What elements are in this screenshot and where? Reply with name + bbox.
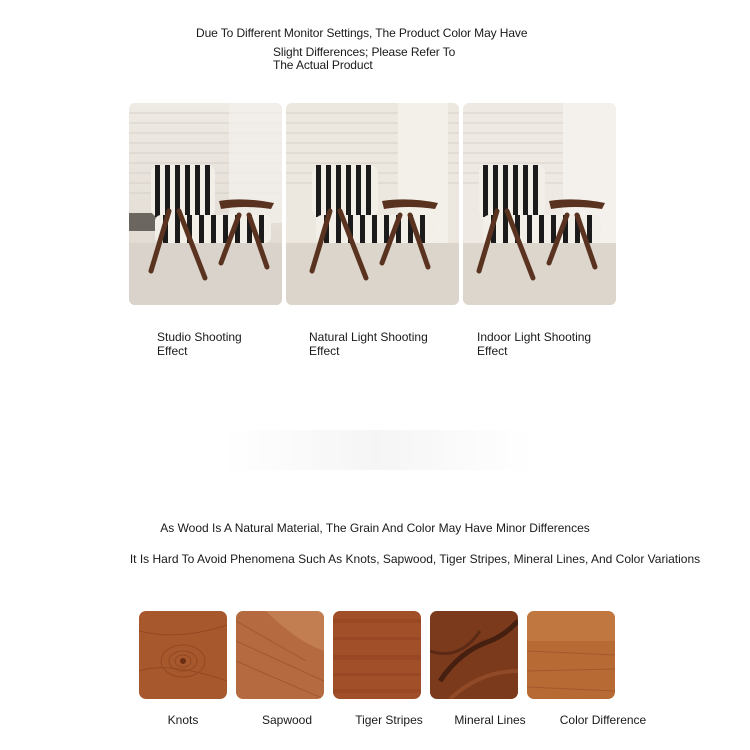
wood-swatch-color-difference (527, 611, 615, 699)
wood-swatch-tiger-stripes (333, 611, 421, 699)
caption-natural-light (309, 331, 459, 358)
wood-notice-line-2: It Is Hard To Avoid Phenomena Such As Knots, Sapwood, Tiger Stripes, Mineral Lines, And Color Variations (129, 552, 701, 566)
wood-label-knots: Knots (167, 713, 199, 727)
wood-swatch-mineral-lines (430, 611, 518, 699)
chair-photo-studio (129, 103, 282, 305)
wood-label-tiger-stripes: Tiger Stripes (355, 713, 423, 727)
caption-natural-line-1: Natural Light Shooting (309, 330, 428, 344)
caption-indoor-line-2: Effect (477, 343, 508, 358)
faint-watermark-band (222, 430, 532, 470)
wood-swatch-sapwood (236, 611, 324, 699)
caption-natural-line-2: Effect (309, 343, 340, 358)
monitor-notice-line-3: The Actual Product (273, 58, 373, 72)
caption-indoor-light (477, 331, 627, 358)
wood-label-mineral-lines: Mineral Lines (454, 713, 526, 727)
caption-studio (157, 331, 307, 358)
caption-studio-line-2: Effect (157, 343, 188, 358)
wood-notice-line-1: As Wood Is A Natural Material, The Grain And Color May Have Minor Differences (160, 521, 590, 535)
caption-studio-line-1: Studio Shooting (157, 330, 242, 344)
wood-label-color-difference: Color Difference (559, 713, 647, 727)
monitor-notice-line-2: Slight Differences; Please Refer To (273, 45, 456, 59)
caption-indoor-line-1: Indoor Light Shooting (477, 330, 592, 344)
wood-label-sapwood: Sapwood (261, 713, 313, 727)
chair-photo-natural-light (286, 103, 459, 305)
wood-swatch-knots (139, 611, 227, 699)
monitor-notice-line-1: Due To Different Monitor Settings, The Product Color May Have (196, 26, 528, 40)
chair-photo-indoor-light (463, 103, 616, 305)
